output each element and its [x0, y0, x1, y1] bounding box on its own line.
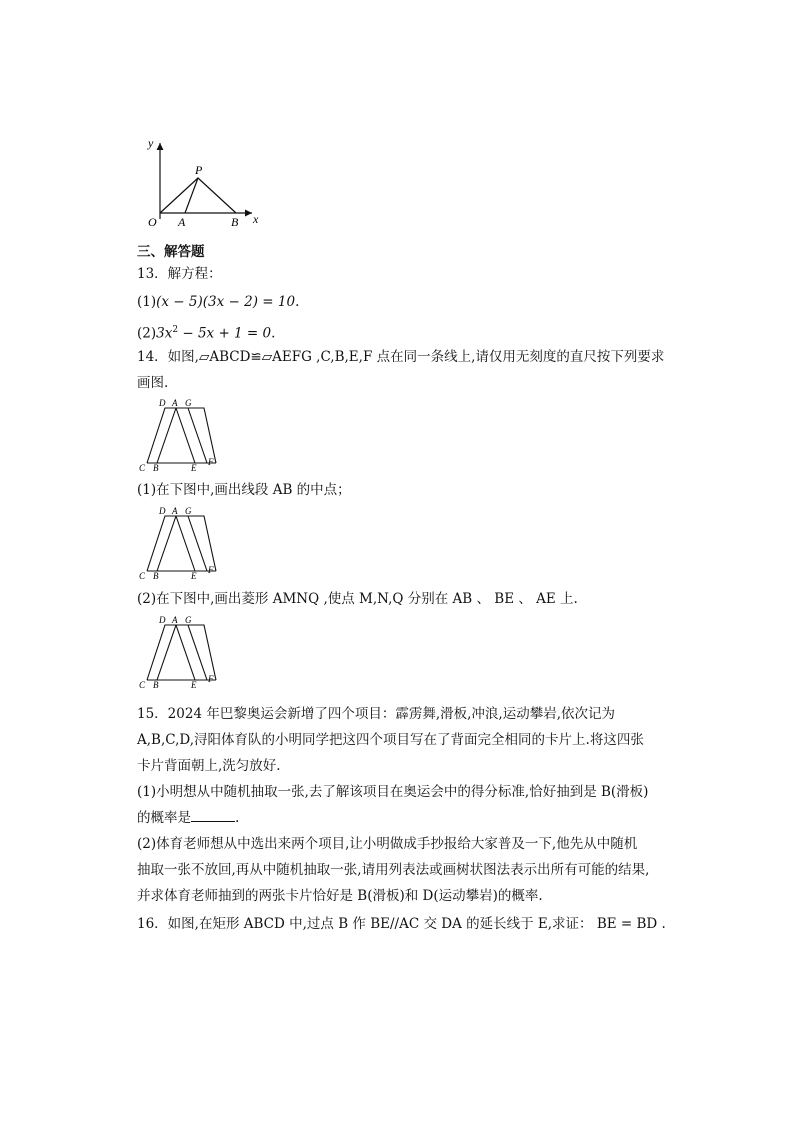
q15-stem-line1: 15．2024 年巴黎奥运会新增了四个项目：霹雳舞,滑板,冲浪,运动攀岩,依次记为	[137, 706, 615, 722]
q13-part2-label: (2)	[137, 325, 157, 342]
point-c-label: C	[139, 463, 146, 473]
point-b-label: B	[231, 215, 239, 229]
point-e-label: E	[191, 571, 197, 581]
q14-part1: (1)在下图中,画出线段 AB 的中点；	[137, 482, 351, 498]
x-axis-label: x	[253, 212, 259, 226]
point-g-label: G	[185, 615, 192, 625]
figure-segment	[157, 625, 176, 680]
figure-segment	[147, 516, 216, 571]
point-c-label: C	[139, 571, 146, 581]
point-a-label: A	[172, 615, 178, 625]
triangle-opb	[160, 178, 236, 213]
q15-part2-line3: 并求体育老师抽到的两张卡片恰好是 B(滑板)和 D(运动攀岩)的概率.	[137, 888, 543, 904]
q15-part2-line2: 抽取一张不放回,再从中随机抽取一张,请用列表法或画树状图法表示出所有可能的结果,	[137, 862, 650, 878]
q13-part2	[137, 320, 275, 344]
q13-part1-label: (1)	[137, 294, 157, 310]
q13-part1-end: .	[295, 294, 300, 310]
point-c-label: C	[139, 680, 146, 690]
q15-part1-line1: (1)小明想从中随机抽取一张,去了解该项目在奥运会中的得分标准,恰好抽到是 B(滑板)	[137, 784, 649, 800]
q14-stem-line1: 14．如图,▱ABCD≌▱AEFG ,C,B,E,F 点在同一条线上,请仅用无刻度的直尺按下列要求	[137, 349, 665, 365]
q14-part2: (2)在下图中,画出菱形 AMNQ ,使点 M,N,Q 分别在 AB 、 BE 、 AE 上.	[137, 591, 578, 607]
parallelogram-figure-3	[136, 614, 222, 690]
point-f-label: F	[208, 457, 214, 467]
figure-segment	[176, 516, 195, 571]
q13-part2-end: .	[271, 325, 276, 342]
q14-stem-line2: 画图.	[137, 375, 169, 391]
point-e-label: E	[191, 680, 197, 690]
q15-stem-line2: A,B,C,D,浔阳体育队的小明同学把这四个项目写在了背面完全相同的卡片上.将这四张	[137, 732, 644, 748]
point-f-label: F	[208, 674, 214, 684]
point-e-label: E	[191, 463, 197, 473]
q13-part1-equation: (x − 5)(3x − 2) = 10	[156, 294, 296, 310]
point-a-label: A	[172, 398, 178, 408]
section-title: 三、解答题	[137, 244, 205, 260]
parallelogram-figure-1	[136, 397, 222, 473]
point-d-label: D	[159, 398, 166, 408]
q15-part1-text: 的概率是	[137, 810, 191, 826]
q13-stem: 13．解方程：	[137, 266, 222, 282]
point-d-label: D	[159, 615, 166, 625]
figure-segment	[157, 516, 176, 571]
point-b-label: B	[153, 571, 159, 581]
figure-segment	[147, 408, 216, 463]
q15-part1-line2	[137, 808, 239, 828]
point-d-label: D	[159, 506, 166, 516]
point-p-label: P	[195, 163, 203, 177]
point-b-label: B	[153, 680, 159, 690]
figure-segment	[176, 625, 195, 680]
q13-part2-exponent: 2	[172, 325, 179, 335]
figure-segment	[188, 625, 207, 680]
y-axis-label: y	[148, 136, 154, 150]
point-f-label: F	[208, 565, 214, 575]
figure-segment	[157, 408, 176, 463]
q15-part1-end: .	[235, 810, 240, 826]
point-g-label: G	[185, 398, 192, 408]
q13-part2-eq-b: − 5x + 1 = 0	[178, 325, 272, 342]
q13-part2-eq-a: 3x	[156, 325, 173, 342]
q15-part2-line1: (2)体育老师想从中选出来两个项目,让小明做成手抄报给大家普及一下,他先从中随机	[137, 836, 638, 852]
point-b-label: B	[153, 463, 159, 473]
answer-blank[interactable]	[191, 809, 235, 822]
q16-stem: 16．如图,在矩形 ABCD 中,过点 B 作 BE//AC 交 DA 的延长线于 E,求证： BE = BD .	[137, 916, 666, 932]
point-g-label: G	[185, 506, 192, 516]
figure-segment	[188, 408, 207, 463]
coordinate-graph	[140, 135, 270, 230]
q15-stem-line3: 卡片背面朝上,洗匀放好.	[137, 758, 281, 774]
origin-label: O	[148, 215, 157, 229]
point-a-label: A	[178, 215, 186, 229]
q13-part1	[137, 292, 299, 312]
parallelogram-figure-2	[136, 505, 222, 581]
figure-segment	[147, 625, 216, 680]
figure-segment	[188, 516, 207, 571]
point-a-label: A	[172, 506, 178, 516]
figure-segment	[176, 408, 195, 463]
